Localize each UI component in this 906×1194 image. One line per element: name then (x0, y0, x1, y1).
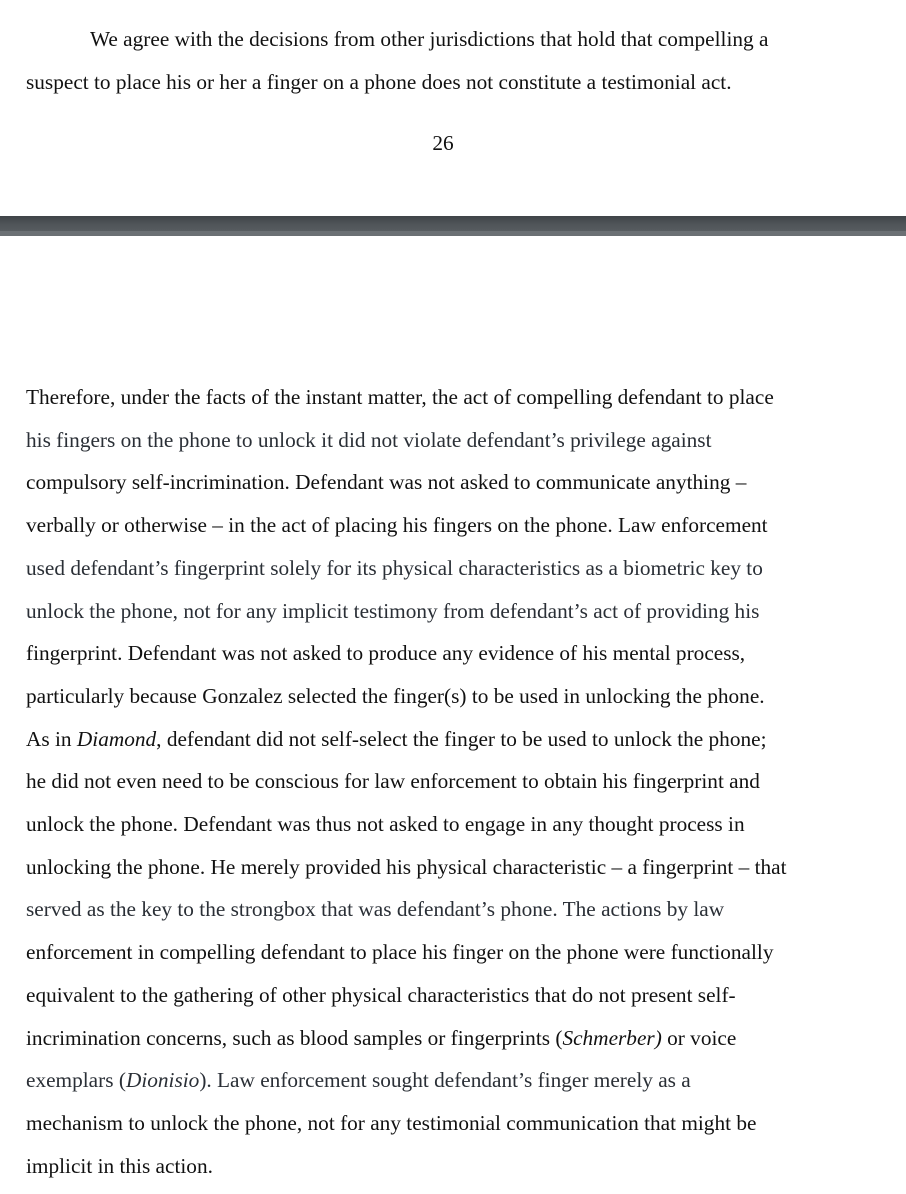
line-text: As in (26, 726, 77, 751)
main-paragraph-line (26, 419, 886, 462)
line-text: exemplars ( (26, 1068, 126, 1093)
main-paragraph-line (26, 974, 886, 1017)
line-text: , defendant did not self-select the finger to be used to unlock the phone; (156, 726, 767, 751)
main-paragraph-line (26, 718, 886, 761)
line-text: used defendant’s fingerprint solely for its physical characteristics as a biometric key to (26, 555, 763, 580)
main-paragraph-line (26, 504, 886, 547)
line-text: unlock the phone, not for any implicit testimony from defendant’s act of providing his (26, 598, 760, 623)
line-text: unlock the phone. Defendant was thus not asked to engage in any thought process in (26, 812, 745, 837)
line-text: ). Law enforcement sought defendant’s finger merely as a (199, 1068, 691, 1093)
case-name: Schmerber) (562, 1025, 662, 1050)
main-paragraph-line (26, 760, 886, 803)
line-text: or voice (661, 1025, 737, 1050)
current-page (0, 236, 906, 1194)
line-text: served as the key to the strongbox that was defendant’s phone. The actions by law (26, 897, 725, 922)
main-paragraph-line (26, 931, 886, 974)
main-paragraph-line (26, 376, 886, 419)
main-paragraph-line (26, 1017, 886, 1060)
line-text: enforcement in compelling defendant to place his finger on the phone were functionally (26, 940, 774, 965)
main-paragraph-line (26, 461, 886, 504)
case-name: Dionisio (125, 1068, 200, 1093)
main-paragraph-line (26, 675, 886, 718)
main-paragraph (26, 376, 886, 1187)
main-paragraph-line (26, 846, 886, 889)
line-text: fingerprint. Defendant was not asked to produce any evidence of his mental process, (26, 641, 746, 666)
line-text: compulsory self-incrimination. Defendant was not asked to communicate anything – (26, 470, 747, 495)
main-paragraph-line (26, 1059, 886, 1102)
case-name: Diamond (76, 726, 157, 751)
line-text: verbally or otherwise – in the act of placing his fingers on the phone. Law enforcement (26, 513, 768, 538)
line-text: unlocking the phone. He merely provided his physical characteristic – a fingerprint – that (26, 854, 787, 879)
line-text: equivalent to the gathering of other physical characteristics that do not present self- (26, 982, 736, 1007)
main-paragraph-line (26, 888, 886, 931)
main-paragraph-line (26, 1102, 886, 1145)
line-text: mechanism to unlock the phone, not for any testimonial communication that might be (26, 1110, 757, 1135)
main-paragraph-line (26, 632, 886, 675)
top-paragraph (26, 18, 876, 104)
previous-page (0, 0, 906, 216)
page-number: 26 (432, 131, 454, 155)
main-paragraph-line (26, 803, 886, 846)
main-paragraph-line (26, 1145, 886, 1188)
top-paragraph-line: We agree with the decisions from other jurisdictions that hold that compelling a (90, 27, 769, 51)
main-paragraph-line (26, 590, 886, 633)
main-paragraph-line (26, 547, 886, 590)
line-text: particularly because Gonzalez selected the finger(s) to be used in unlocking the phone. (26, 683, 765, 708)
page-break-divider (0, 216, 906, 236)
line-text: implicit in this action. (26, 1153, 213, 1178)
line-text: Therefore, under the facts of the instant matter, the act of compelling defendant to place (26, 385, 774, 409)
top-paragraph-line: suspect to place his or her a finger on a phone does not constitute a testimonial act. (26, 70, 732, 94)
line-text: incrimination concerns, such as blood samples or fingerprints ( (26, 1025, 563, 1050)
line-text: he did not even need to be conscious for law enforcement to obtain his fingerprint and (26, 769, 760, 794)
line-text: his fingers on the phone to unlock it did not violate defendant’s privilege against (26, 427, 712, 452)
